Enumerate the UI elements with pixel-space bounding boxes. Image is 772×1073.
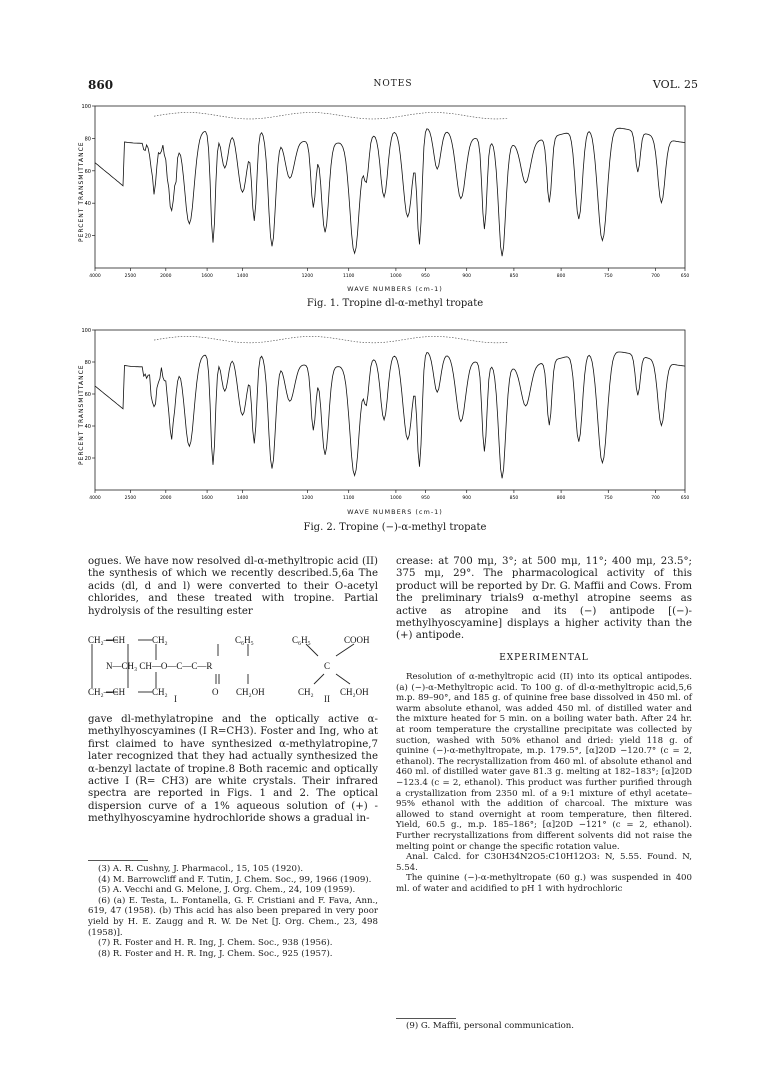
experimental-paragraph-1: Resolution of α-methyltropic acid (II) into its optical antipodes. (a) (−)-α-Methyltropic acid. To 100 g. of dl-α-methyltropic acid,5,6 m.p. 89–90°, and 185 g. of quinine free base dissolved in 450 ml. of warm absolute ethanol, was added 450 ml. of distilled water and the mixture heated for 5 min. on a boiling water bath. After 24 hr. at room temperature the crystalline precipitate was collected by suction, washed with 50% ethanol and dried: yield 118 g. of quinine (−)-α-methyltropate, m.p. 179.5°, [α]20D −120.7° (c = 2, ethanol). The recrystallization from 460 ml. of absolute ethanol and 460 ml. of distilled water gave 81.3 g. melting at 182–183°; [α]20D −123.4 (c = 2, ethanol). This product was further purified through a crystallization from 2350 ml. of a 9:1 mixture of ethyl acetate–95% ethanol with the addition of charcoal. The mixture was allowed to stand overnight at room temperature, then filtered. Yield, 60.5 g., m.p. 185–186°; [α]20D −121° (c = 2, ethanol). Further recrystallizations from different solvents did not raise the melting point or change the specific rotation value. [396, 672, 692, 852]
reference-trace [154, 336, 508, 342]
experimental-paragraph-3: The quinine (−)-α-methyltropate (60 g.) was suspended in 400 ml. of water and acidified to pH 1 with hydrochloric [396, 873, 692, 894]
svg-text:CH₂: CH₂ [152, 635, 168, 645]
figure-1-x-axis-label: WAVE NUMBERS (cm-1) [347, 285, 443, 293]
page-number: 860 [88, 78, 114, 92]
x-tick-label: 750 [604, 274, 613, 279]
x-tick-label: 4000 [89, 274, 101, 279]
x-tick-label: 2500 [124, 274, 137, 279]
x-tick-label: 1400 [236, 274, 249, 279]
y-tick-label: 100 [81, 104, 91, 110]
x-tick-label: 650 [680, 274, 690, 279]
x-tick-label: 1600 [201, 274, 213, 279]
y-tick-label: 40 [84, 424, 91, 430]
left-column-paragraph-2 [88, 714, 378, 826]
svg-text:C₆H₅: C₆H₅ [235, 635, 254, 645]
x-tick-label: 650 [680, 496, 690, 501]
x-tick-label: 800 [556, 496, 566, 501]
svg-text:C: C [324, 661, 331, 671]
svg-text:CH₂: CH₂ [152, 687, 168, 697]
footnote: (4) M. Barrowcliff and F. Tutin, J. Chem. Soc., 99, 1966 (1909). [98, 874, 372, 885]
x-tick-label: 1000 [390, 496, 402, 501]
y-tick-label: 80 [84, 360, 91, 366]
y-axis-label: PERCENT TRANSMITTANCE [78, 141, 85, 242]
figure-1-caption: Fig. 1. Tropine dl-α-methyl tropate [306, 298, 484, 309]
body-text: ogues. We have now resolved dl-α-methyltropic acid (II) the synthesis of which we recently described.5,6a The acids (dl, d and l) were converted to their O-acetyl chlorides, and these treated with tropine. Partial hydrolysis of the resulting ester [88, 556, 378, 617]
x-tick-label: 700 [651, 274, 660, 279]
x-tick-label: 1000 [390, 274, 402, 279]
chemical-structures [88, 632, 388, 712]
running-title: NOTES [373, 79, 413, 89]
x-tick-label: 750 [604, 496, 613, 501]
footnote: (8) R. Foster and H. R. Ing, J. Chem. Soc., 925 (1957). [98, 948, 333, 959]
x-tick-label: 1100 [342, 496, 355, 501]
x-tick-label: 950 [421, 496, 430, 501]
svg-text:N—CH₃ CH—O—C—C—R: N—CH₃ CH—O—C—C—R [106, 661, 213, 671]
footnote: (3) A. R. Cushny, J. Pharmacol., 15, 105 (1920). [98, 864, 304, 874]
x-tick-label: 700 [651, 496, 660, 501]
x-tick-label: 800 [556, 274, 566, 279]
section-heading: EXPERIMENTAL [499, 653, 589, 663]
svg-text:CH₂OH: CH₂OH [236, 687, 265, 697]
footnote-rule-right [396, 1018, 456, 1019]
y-tick-label: 100 [81, 328, 91, 334]
svg-text:C₆H₅: C₆H₅ [292, 635, 311, 645]
structure-drawing [88, 632, 388, 712]
y-tick-label: 60 [84, 168, 91, 175]
y-tick-label: 80 [84, 136, 91, 143]
svg-text:O: O [212, 687, 219, 697]
x-tick-label: 1200 [301, 496, 314, 501]
x-tick-label: 1100 [342, 274, 355, 279]
plot-frame [95, 330, 685, 490]
experimental-section [396, 672, 692, 894]
svg-text:COOH: COOH [344, 635, 370, 645]
body-text: crease: at 700 mμ, 3°; at 500 mμ, 11°; 400 mμ, 23.5°; 375 mμ, 29°. The pharmacological activity of this product will be reported by Dr. G. Maffii and Cows. From the preliminary trials9 α-methyl atropine seems as active as atropine and its (−) antipode [(−)-methylhyoscyamine] displays a higher activity than the (+) antipode. [396, 556, 692, 642]
experimental-paragraph-2: Anal. Calcd. for C30H34N2O5:C10H12O3: N, 5.55. Found. N, 5.54. [396, 852, 692, 873]
footnote-right: (9) G. Maffii, personal communication. [406, 1021, 575, 1031]
footnotes-left [88, 864, 378, 959]
right-column-paragraph-1 [396, 556, 692, 643]
y-tick-label: 60 [84, 392, 91, 398]
x-tick-label: 900 [462, 496, 471, 501]
y-tick-label: 20 [84, 233, 91, 240]
footnote: (7) R. Foster and H. R. Ing, J. Chem. Soc., 938 (1956). [98, 938, 333, 949]
figure-2-x-axis-label: WAVE NUMBERS (cm-1) [347, 508, 443, 516]
x-tick-label: 1600 [201, 496, 213, 501]
x-tick-label: 2500 [124, 496, 137, 501]
x-tick-label: 2000 [160, 274, 172, 279]
svg-text:CH₂—CH: CH₂—CH [88, 687, 126, 697]
y-axis-label: PERCENT TRANSMITTANCE [78, 364, 85, 465]
y-tick-label: 20 [84, 456, 91, 462]
x-tick-label: 2000 [160, 496, 172, 501]
volume-label: VOL. 25 [652, 78, 698, 91]
footnote: (6) (a) E. Testa, L. Fontanella, G. F. Cristiani and F. Fava, Ann., 619, 47 (1958). (b) This acid has also been prepared in very poor yield by H. E. Zaugg and R. W. De Net [J. Org. Chem., 23, 498 (1958)]. [88, 895, 378, 938]
svg-text:CH₂: CH₂ [298, 687, 314, 697]
svg-text:CH₂—CH: CH₂—CH [88, 635, 126, 645]
y-tick-label: 40 [84, 201, 91, 208]
x-tick-label: 850 [509, 274, 519, 279]
svg-text:CH₂OH: CH₂OH [340, 687, 369, 697]
x-tick-label: 4000 [89, 496, 101, 501]
footnote: (5) A. Vecchi and G. Melone, J. Org. Chem., 24, 109 (1959). [98, 885, 356, 896]
x-tick-label: 1400 [236, 496, 249, 501]
x-tick-label: 950 [421, 274, 430, 279]
spectrum-trace [95, 352, 685, 478]
structure-label-I: I [174, 694, 177, 704]
x-tick-label: 850 [509, 496, 519, 501]
x-tick-label: 1200 [301, 274, 314, 279]
structure-label-II: II [324, 694, 330, 704]
footnote-rule-left [88, 860, 148, 861]
figure-2-caption: Fig. 2. Tropine (−)-α-methyl tropate [303, 522, 487, 533]
x-tick-label: 900 [462, 274, 471, 279]
left-column-paragraph-1 [88, 556, 378, 618]
body-text: gave dl-methylatropine and the optically active α-methylhyoscyamines (I R=CH3). Foster and Ing, who at first claimed to have synthesized α-methylatropine,7 later recognized that they had actually synthesized the α-benzyl lactate of tropine.8 Both racemic and optically active I (R= CH3) are white crystals. Their infrared spectra are reported in Figs. 1 and 2. The optical dispersion curve of a 1% aqueous solution of (+) - methylhyoscyamine hydrochloride shows a gradual in- [88, 714, 378, 825]
